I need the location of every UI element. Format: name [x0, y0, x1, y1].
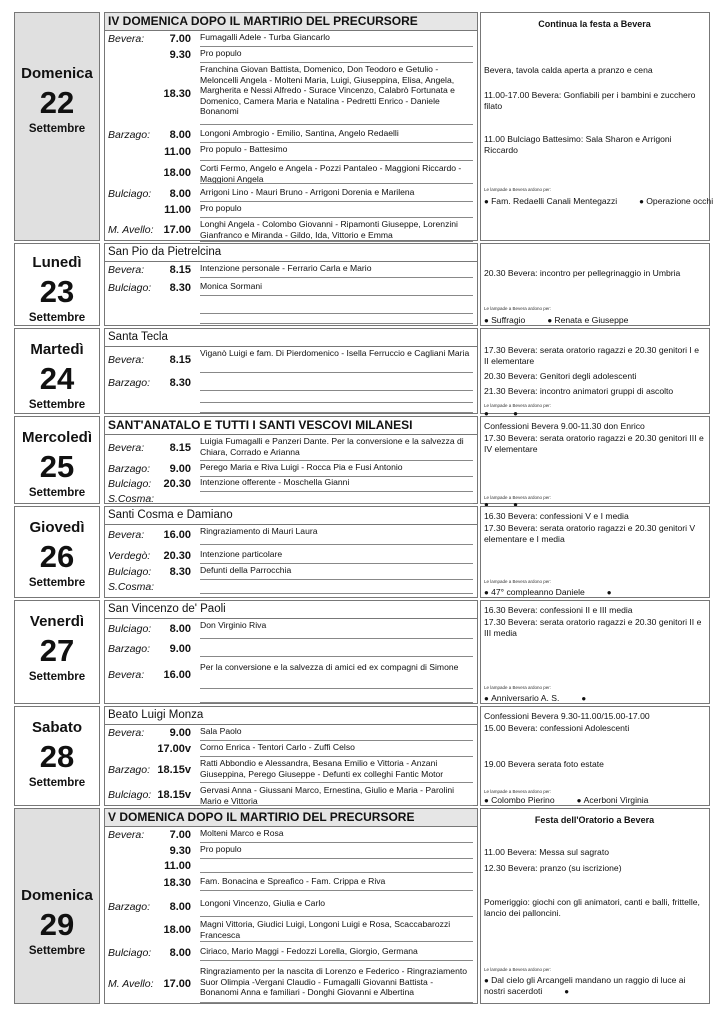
mass-entry: [105, 347, 477, 373]
mass-entry: [105, 162, 477, 184]
mass-schedule: [104, 416, 478, 504]
mass-time: 8.15: [169, 442, 191, 454]
mass-time: 7.00: [169, 829, 191, 841]
mass-place: Barzago:: [108, 463, 151, 475]
event-item: 11.00 Bevera: Messa sul sagrato: [484, 847, 609, 857]
day-cell: [14, 12, 100, 241]
mass-intention: Pro populo: [200, 47, 473, 63]
feast-title: Beato Luigi Monza: [105, 707, 477, 725]
mass-intention: Intenzione offerente - Moschella Gianni: [200, 476, 473, 492]
mass-entry: [105, 127, 477, 143]
weekly-calendar: [14, 12, 714, 1004]
mass-entry: [105, 859, 477, 873]
month-name: Settembre: [28, 399, 86, 411]
event-item: 16.30 Bevera: confessioni II e III media: [484, 605, 633, 615]
feast-title: San Vincenzo de' Paoli: [105, 601, 477, 619]
mass-intention: [200, 375, 473, 391]
lamps-label: Le lampade a Bevera ardono per:: [484, 306, 552, 311]
mass-entry: [105, 218, 477, 242]
mass-time: 8.15: [169, 264, 191, 276]
event-item: 21.30 Bevera: incontro animatori gruppi di ascolto: [484, 386, 674, 396]
bullet-icon: ●: [484, 796, 492, 805]
mass-intention: Don Virginio Riva: [200, 619, 473, 639]
mass-intention: Per la conversione e la salvezza di amici ed ex compagni di Simone: [200, 661, 473, 689]
mass-intention: Franchina Giovan Battista, Domenico, Don Teodoro e Getulio - Meloncelli Angela - Molteni Maria, Luigi, Giuseppina, Elisa, Angela, Margherita e Nessi Alfredo - Surace Vincenzo, Calabrò Fortunata e Domenico, Camera Maria e Natalina - Pedretti Enrico - Daniele Bonanomi: [200, 63, 473, 125]
mass-time: 9.00: [169, 463, 191, 475]
lamps-list: [484, 795, 706, 806]
event-item: 20.30 Bevera: incontro per pellegrinaggio in Umbria: [484, 268, 681, 278]
mass-entry: [105, 827, 477, 843]
mass-place: Bulciago:: [108, 623, 152, 635]
mass-time: 18.30: [163, 88, 191, 100]
lamps-label: Le lampade a Bevera ardono per:: [484, 187, 552, 192]
mass-time: 8.00: [169, 129, 191, 141]
bullet-icon: ●: [484, 976, 492, 985]
mass-entry: [105, 965, 477, 1003]
mass-entry: [105, 897, 477, 917]
mass-time: 8.00: [169, 901, 191, 913]
lamps-label: Le lampade a Bevera ardono per:: [484, 403, 552, 408]
mass-intention: Pro populo - Battesimo: [200, 143, 473, 161]
feast-title: IV DOMENICA DOPO IL MARTIRIO DEL PRECURSORE: [105, 13, 477, 31]
day-number: 29: [39, 907, 75, 942]
mass-time: 16.00: [163, 669, 191, 681]
mass-entry: [105, 843, 477, 859]
events-notes: [480, 808, 710, 1004]
mass-intention: Corno Enrica - Tentori Carlo - Zuffi Celso: [200, 741, 473, 757]
mass-intention: [200, 580, 473, 594]
month-name: Settembre: [28, 945, 86, 957]
lamp-entry: [581, 693, 586, 703]
day-number: 28: [39, 739, 75, 774]
mass-intention: [200, 401, 473, 413]
weekday-name: Sabato: [31, 719, 82, 736]
mass-place: Barzago:: [108, 764, 151, 776]
mass-place: Bevera:: [108, 727, 145, 739]
events-notes: [480, 328, 710, 418]
feast-title: SANT'ANATALO E TUTTI I SANTI VESCOVI MILANESI: [105, 417, 477, 435]
lamp-text: Fam. Redaelli Canali Mentegazzi: [491, 196, 618, 206]
mass-schedule: [104, 328, 478, 414]
lamps-label: Le lampade a Bevera ardono per:: [484, 789, 552, 794]
mass-entry: [105, 918, 477, 942]
event-item: 11.00 Bulciago Battesimo: Sala Sharon e Arrigoni Riccardo: [484, 134, 672, 155]
mass-place: M. Avello:: [108, 978, 154, 990]
day-number: 25: [39, 449, 75, 484]
day-row: [14, 706, 710, 806]
events-notes: [480, 600, 710, 704]
mass-intention: Molteni Marco e Rosa: [200, 827, 473, 843]
day-cell: [14, 808, 100, 1004]
mass-time: 9.00: [169, 727, 191, 739]
mass-entry: [105, 461, 477, 477]
mass-time: 20.30: [163, 478, 191, 490]
mass-time: 8.30: [169, 282, 191, 294]
mass-schedule: [104, 706, 478, 806]
mass-time: 17.00: [163, 978, 191, 990]
mass-place: Verdegò:: [108, 550, 151, 562]
mass-intention: [200, 641, 473, 657]
feast-title: V DOMENICA DOPO IL MARTIRIO DEL PRECURSORE: [105, 809, 477, 827]
lamp-entry: [484, 196, 617, 206]
weekday-name: Giovedì: [29, 519, 85, 536]
mass-time: 18.00: [163, 924, 191, 936]
lamps-label: Le lampade a Bevera ardono per:: [484, 579, 552, 584]
mass-entry: [105, 310, 477, 324]
mass-intention: Ratti Abbondio e Alessandra, Besana Emilio e Vittoria - Anzani Giuseppina, Perego Giuseppe - Defunti ex colleghi Fantic Motor: [200, 757, 473, 783]
mass-place: Bulciago:: [108, 789, 152, 801]
mass-time: 8.00: [169, 947, 191, 959]
mass-time: 11.00: [164, 146, 191, 158]
event-item: 17.30 Bevera: serata oratorio ragazzi e 20.30 genitori V elementare e I media: [484, 523, 696, 544]
mass-entry: [105, 741, 477, 757]
bullet-icon: ●: [484, 197, 492, 206]
lamp-text: Colombo Pierino: [491, 795, 555, 805]
mass-intention: Ciriaco, Mario Maggi - Fedozzi Lorella, Giorgio, Germana: [200, 945, 473, 961]
mass-entry: [105, 619, 477, 639]
bullet-icon: ●: [484, 316, 492, 325]
mass-place: Bevera:: [108, 33, 145, 45]
mass-intention: Pro populo: [200, 843, 473, 859]
mass-entry: [105, 31, 477, 47]
mass-intention: Magni Vittoria, Giudici Luigi, Longoni Luigi e Rosa, Scaccabarozzi Francesca: [200, 918, 473, 942]
feast-title: Santa Tecla: [105, 329, 477, 347]
mass-entry: [105, 63, 477, 125]
lamp-entry: [484, 587, 585, 597]
day-row: [14, 808, 710, 1004]
mass-entry: [105, 689, 477, 703]
weekday-name: Domenica: [21, 65, 93, 82]
events-notes: [480, 506, 710, 598]
mass-time: 8.00: [169, 623, 191, 635]
mass-entry: [105, 280, 477, 296]
mass-intention: Viganò Luigi e fam. Di Pierdomenico - Isella Ferruccio e Cagliani Maria: [200, 347, 473, 373]
mass-time: 18.00: [163, 167, 191, 179]
day-cell: [14, 506, 100, 598]
weekday-name: Mercoledì: [21, 429, 93, 446]
day-row: [14, 506, 710, 598]
mass-time: 7.00: [169, 33, 191, 45]
lamp-entry: [564, 986, 569, 996]
lamp-text: Anniversario A. S.: [491, 693, 560, 703]
mass-intention: Fumagalli Adele - Turba Giancarlo: [200, 31, 473, 47]
mass-place: Bulciago:: [108, 947, 152, 959]
month-name: Settembre: [28, 487, 86, 499]
mass-schedule: [104, 243, 478, 326]
bullet-icon: ●: [484, 588, 492, 597]
mass-time: 8.15: [169, 354, 191, 366]
mass-schedule: [104, 12, 478, 241]
mass-time: 8.00: [169, 188, 191, 200]
mass-place: Bulciago:: [108, 188, 152, 200]
mass-intention: Longoni Ambrogio - Emilio, Santina, Angelo Redaelli: [200, 127, 473, 143]
event-item: 12.30 Bevera: pranzo (su iscrizione): [484, 863, 622, 873]
day-number: 27: [39, 633, 75, 668]
mass-entry: [105, 202, 477, 218]
mass-entry: [105, 143, 477, 161]
mass-place: Bevera:: [108, 264, 145, 276]
lamps-label: Le lampade a Bevera ardono per:: [484, 967, 552, 972]
event-item: 17.30 Bevera: serata oratorio ragazzi e 20.30 genitori III e IV elementare: [484, 433, 704, 454]
month-name: Settembre: [28, 312, 86, 324]
mass-time: 11.00: [164, 860, 191, 872]
lamp-text: Suffragio: [491, 315, 526, 325]
day-cell: [14, 706, 100, 806]
lamps-list: [484, 975, 706, 997]
mass-entry: [105, 401, 477, 413]
mass-place: M. Avello:: [108, 224, 154, 236]
mass-entry: [105, 548, 477, 564]
bullet-icon: ●: [639, 197, 647, 206]
mass-intention: Longoni Vincenzo, Giulia e Carlo: [200, 897, 473, 917]
day-cell: [14, 328, 100, 414]
mass-schedule: [104, 506, 478, 598]
day-row: [14, 328, 710, 418]
day-number: 23: [39, 274, 75, 309]
lamp-text: Dal cielo gli Arcangeli mandano un raggio di luce ai nostri sacerdoti: [484, 975, 686, 996]
mass-entry: [105, 875, 477, 891]
weekday-name: Domenica: [21, 887, 93, 904]
mass-intention: Corti Fermo, Angelo e Angela - Pozzi Pantaleo - Maggioni Riccardo - Maggioni Angela: [200, 162, 473, 184]
bullet-icon: ●: [581, 694, 587, 703]
events-notes: [480, 243, 710, 326]
lamp-entry: [484, 795, 555, 805]
events-notes: [480, 416, 710, 509]
mass-intention: Longhi Angela - Colombo Giovanni - Ripamonti Giuseppe, Lorenzini Gianfranco e Miranda - Gildo, Ida, Vittorio e Emma: [200, 218, 473, 242]
event-item: Pomeriggio: giochi con gli animatori, canti e balli, frittelle, lancio dei palloncini.: [484, 897, 700, 918]
event-item: 15.00 Bevera: confessioni Adolescenti: [484, 723, 630, 733]
lamp-entry: [547, 315, 628, 325]
lamp-entry: [639, 196, 713, 206]
lamp-text: Acerboni Virginia: [583, 795, 649, 805]
mass-entry: [105, 186, 477, 202]
mass-schedule: [104, 808, 478, 1004]
bullet-icon: ●: [576, 796, 584, 805]
day-cell: [14, 416, 100, 504]
mass-intention: Arrigoni Lino - Mauri Bruno - Arrigoni Dorenia e Marilena: [200, 186, 473, 202]
mass-time: 17.00v: [157, 743, 191, 755]
mass-time: 9.30: [169, 49, 191, 61]
mass-entry: [105, 784, 477, 806]
mass-place: Bevera:: [108, 529, 145, 541]
events-notes: [480, 12, 714, 241]
mass-entry: [105, 757, 477, 783]
lamps-label: Le lampade a Bevera ardono per:: [484, 495, 552, 500]
lamps-label: Le lampade a Bevera ardono per:: [484, 685, 552, 690]
event-item: 17.30 Bevera: serata oratorio ragazzi e 20.30 genitori I e II elementare: [484, 345, 699, 366]
day-row: [14, 600, 710, 704]
mass-place: Barzago:: [108, 377, 151, 389]
mass-intention: Perego Maria e Riva Luigi - Rocca Pia e Fusi Antonio: [200, 461, 473, 477]
day-cell: [14, 600, 100, 704]
mass-time: 18.15v: [157, 789, 191, 801]
mass-entry: [105, 945, 477, 961]
mass-place: Bevera:: [108, 442, 145, 454]
event-item: Confessioni Bevera 9.30-11.00/15.00-17.00: [484, 711, 650, 721]
lamps-list: [484, 587, 706, 598]
mass-place: S.Cosma:: [108, 581, 155, 593]
mass-time: 8.30: [169, 566, 191, 578]
feast-title: Santi Cosma e Damiano: [105, 507, 477, 525]
day-cell: [14, 243, 100, 326]
mass-entry: [105, 47, 477, 63]
lamps-list: [484, 315, 706, 326]
mass-time: 17.00: [163, 224, 191, 236]
mass-schedule: [104, 600, 478, 704]
month-name: Settembre: [28, 577, 86, 589]
mass-time: 9.00: [169, 643, 191, 655]
month-name: Settembre: [28, 123, 86, 135]
mass-entry: [105, 580, 477, 594]
mass-place: Barzago:: [108, 643, 151, 655]
mass-entry: [105, 661, 477, 689]
mass-intention: Gervasi Anna - Giussani Marco, Ernestina, Giulio e Maria - Parolini Mario e Vittoria: [200, 784, 473, 806]
event-item: 20.30 Bevera: Genitori degli adolescenti: [484, 371, 637, 381]
mass-entry: [105, 641, 477, 657]
event-item: 11.00-17.00 Bevera: Gonfiabili per i bambini e zucchero filato: [484, 90, 696, 111]
day-number: 24: [39, 361, 75, 396]
mass-intention: [200, 310, 473, 324]
month-name: Settembre: [28, 671, 86, 683]
lamps-list: [484, 196, 714, 207]
mass-intention: [200, 859, 473, 873]
events-title: Festa dell'Oratorio a Bevera: [534, 815, 655, 825]
month-name: Settembre: [28, 777, 86, 789]
mass-intention: Luigia Fumagalli e Panzeri Dante. Per la conversione e la salvezza di Chiara, Corrado e Arianna: [200, 435, 473, 461]
mass-place: Bevera:: [108, 829, 145, 841]
mass-entry: [105, 525, 477, 545]
day-number: 26: [39, 539, 75, 574]
mass-intention: Defunti della Parrocchia: [200, 564, 473, 580]
bullet-icon: ●: [513, 409, 518, 418]
mass-place: Bulciago:: [108, 566, 152, 578]
mass-intention: [200, 492, 473, 504]
lamp-entry: [484, 315, 525, 325]
event-item: Confessioni Bevera 9.00-11.30 don Enrico: [484, 421, 645, 431]
mass-place: Bulciago:: [108, 478, 152, 490]
lamp-text: Renata e Giuseppe: [554, 315, 629, 325]
event-item: 16.30 Bevera: confessioni V e I media: [484, 511, 629, 521]
bullet-icon: ●: [547, 316, 555, 325]
mass-intention: Sala Paolo: [200, 725, 473, 741]
day-row: [14, 12, 714, 241]
lamp-text: Operazione occhi: [646, 196, 714, 206]
mass-entry: [105, 492, 477, 504]
mass-time: 18.15v: [157, 764, 191, 776]
mass-time: 18.30: [163, 877, 191, 889]
lamp-entry: [607, 587, 612, 597]
lamp-text: 47° compleanno Daniele: [491, 587, 585, 597]
mass-time: 16.00: [163, 529, 191, 541]
event-item: 17.30 Bevera: serata oratorio ragazzi e 20.30 genitori II e III media: [484, 617, 702, 638]
lamp-entry: [484, 975, 686, 996]
weekday-name: Venerdì: [29, 613, 85, 630]
bullet-icon: ●: [484, 500, 492, 509]
lamp-entry: [577, 795, 649, 805]
bullet-icon: ●: [484, 409, 492, 418]
mass-time: 20.30: [163, 550, 191, 562]
mass-place: Bevera:: [108, 669, 145, 681]
day-row: [14, 416, 710, 509]
weekday-name: Lunedì: [32, 254, 82, 271]
mass-entry: [105, 564, 477, 580]
lamp-entry: [484, 693, 559, 703]
mass-time: 9.30: [169, 845, 191, 857]
mass-place: S.Cosma:: [108, 493, 155, 505]
mass-intention: Pro populo: [200, 202, 473, 218]
lamps-list: [484, 693, 706, 704]
mass-entry: [105, 725, 477, 741]
mass-time: 8.30: [169, 377, 191, 389]
mass-intention: Intenzione particolare: [200, 548, 473, 564]
mass-intention: [200, 689, 473, 703]
mass-intention: Fam. Bonacina e Spreafico - Fam. Crippa e Riva: [200, 875, 473, 891]
mass-place: Bevera:: [108, 354, 145, 366]
bullet-icon: ●: [564, 987, 570, 996]
weekday-name: Martedì: [30, 341, 84, 358]
mass-intention: Monica Sormani: [200, 280, 473, 296]
mass-place: Barzago:: [108, 129, 151, 141]
bullet-icon: ●: [606, 588, 612, 597]
mass-entry: [105, 476, 477, 492]
feast-title: San Pio da Pietrelcina: [105, 244, 477, 262]
mass-intention: Ringraziamento di Mauri Laura: [200, 525, 473, 545]
bullet-icon: ●: [484, 694, 492, 703]
events-notes: [480, 706, 710, 806]
mass-intention: Ringraziamento per la nascita di Lorenzo e Federico - Ringraziamento Suor Olimpia -Vergani Claudio - Fumagalli Giovanni Battista - Bonanomi Anna e familiari - Donghi Giovanni e Albertina: [200, 965, 473, 1003]
bullet-icon: ●: [513, 500, 518, 509]
mass-place: Bulciago:: [108, 282, 152, 294]
day-row: [14, 243, 710, 326]
event-item: 19.00 Bevera serata foto estate: [484, 759, 604, 769]
mass-entry: [105, 262, 477, 278]
mass-entry: [105, 375, 477, 391]
day-number: 22: [39, 85, 75, 120]
event-item: Bevera, tavola calda aperta a pranzo e cena: [484, 65, 653, 75]
mass-time: 11.00: [164, 204, 191, 216]
mass-entry: [105, 435, 477, 461]
events-title: Continua la festa a Bevera: [538, 19, 651, 29]
mass-intention: Intenzione personale - Ferrario Carla e Mario: [200, 262, 473, 278]
mass-place: Barzago:: [108, 901, 151, 913]
